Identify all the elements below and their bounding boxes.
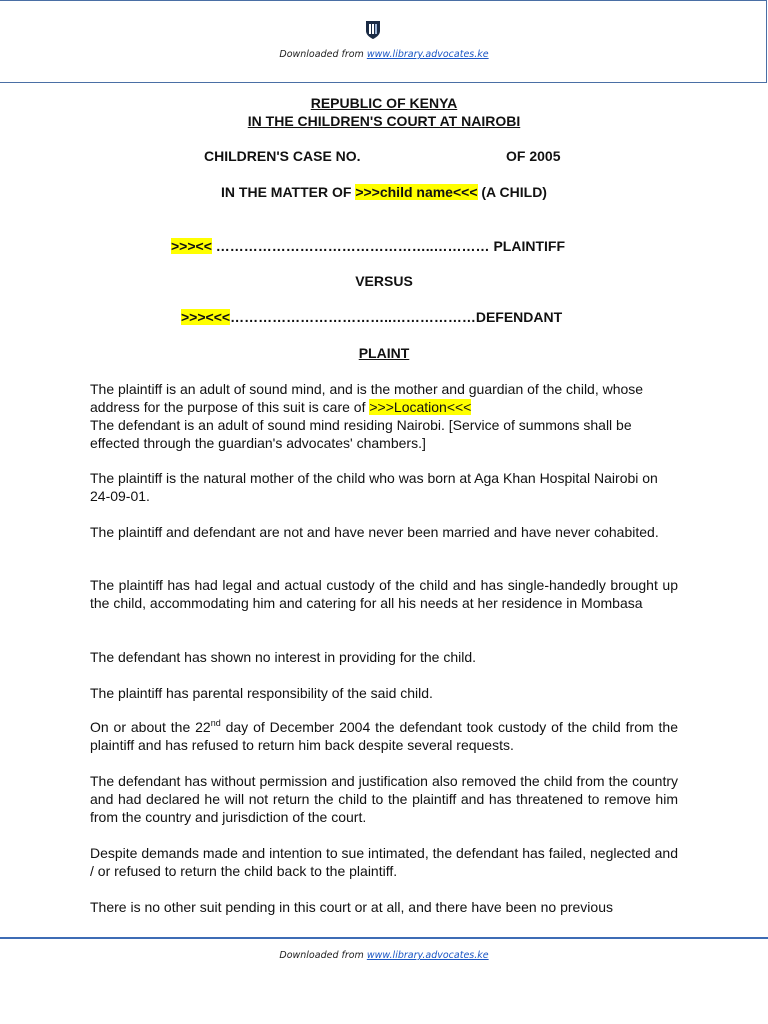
- case-year: OF 2005: [506, 148, 561, 164]
- paragraph-9: Despite demands made and intention to sue intimated, the defendant has failed, neglected and / or refused to return the child back to the plaintiff.: [90, 845, 678, 879]
- paragraph-8: The defendant has without permission and justification also removed the child from the country and had declared he will not return the child to the plaintiff and has threatened to remove him from the country and jurisdiction of the court.: [90, 773, 678, 825]
- court-heading: IN THE CHILDREN'S COURT AT NAIROBI: [247, 113, 521, 129]
- defendant-placeholder: >>><<<: [181, 309, 231, 325]
- defendant-dots: ……………………………..………………: [230, 309, 476, 325]
- plaintiff-placeholder: >>><<: [171, 238, 212, 254]
- library-link[interactable]: www.library.advocates.ke: [366, 49, 489, 60]
- plaintiff-line: [171, 238, 565, 254]
- paragraph-5: The defendant has shown no interest in providing for the child.: [90, 649, 477, 665]
- paragraph-4: The plaintiff has had legal and actual custody of the child and has single-handedly brought up the child, accommodating him and catering for all his needs at her residence in Mombasa: [90, 577, 678, 611]
- download-notice-bottom: [0, 950, 768, 961]
- library-shield-logo-icon: [364, 19, 382, 41]
- plaintiff-dots: ………………………………………..…………: [211, 238, 494, 254]
- paragraph-2: The plaintiff is the natural mother of the child who was born at Aga Khan Hospital Nairobi on 24-09-01.: [90, 470, 658, 504]
- location-placeholder: >>>Location<<<: [369, 399, 472, 415]
- footer-rule: [0, 937, 768, 939]
- paragraph-3: The plaintiff and defendant are not and have never been married and have never cohabited.: [90, 524, 659, 540]
- versus-label: VERSUS: [355, 273, 413, 289]
- paragraph-1: The plaintiff is an adult of sound mind, and is the mother and guardian of the child, whose address for the purpose of this suit is care of >>>Location<<< The defendant is an adult of sound mind residing Nairobi. [Service of summons shall be effected through the guardian's advocates' chambers.]: [90, 381, 644, 451]
- case-no-label: CHILDREN'S CASE NO.: [204, 148, 361, 164]
- download-prefix: Downloaded from: [279, 950, 367, 961]
- paragraph-7: On or about the 22nd day of December 2004 the defendant took custody of the child from the plaintiff and has refused to return him back despite several requests.: [90, 718, 678, 753]
- library-link[interactable]: www.library.advocates.ke: [366, 950, 489, 961]
- plaintiff-label: PLAINTIFF: [493, 238, 565, 254]
- child-name-placeholder: >>>child name<<<: [355, 184, 478, 200]
- republic-heading: REPUBLIC OF KENYA: [310, 95, 458, 111]
- defendant-label: DEFENDANT: [475, 309, 563, 325]
- download-notice-top: [0, 49, 768, 60]
- defendant-line: [181, 309, 562, 325]
- download-prefix: Downloaded from: [279, 49, 367, 60]
- matter-line: IN THE MATTER OF >>>child name<<< (A CHILD): [221, 184, 547, 200]
- plaint-heading: PLAINT: [358, 345, 410, 361]
- paragraph-6: The plaintiff has parental responsibility of the said child.: [90, 685, 433, 701]
- paragraph-10: There is no other suit pending in this court or at all, and there have been no previous: [90, 899, 613, 915]
- page-header: [0, 0, 767, 83]
